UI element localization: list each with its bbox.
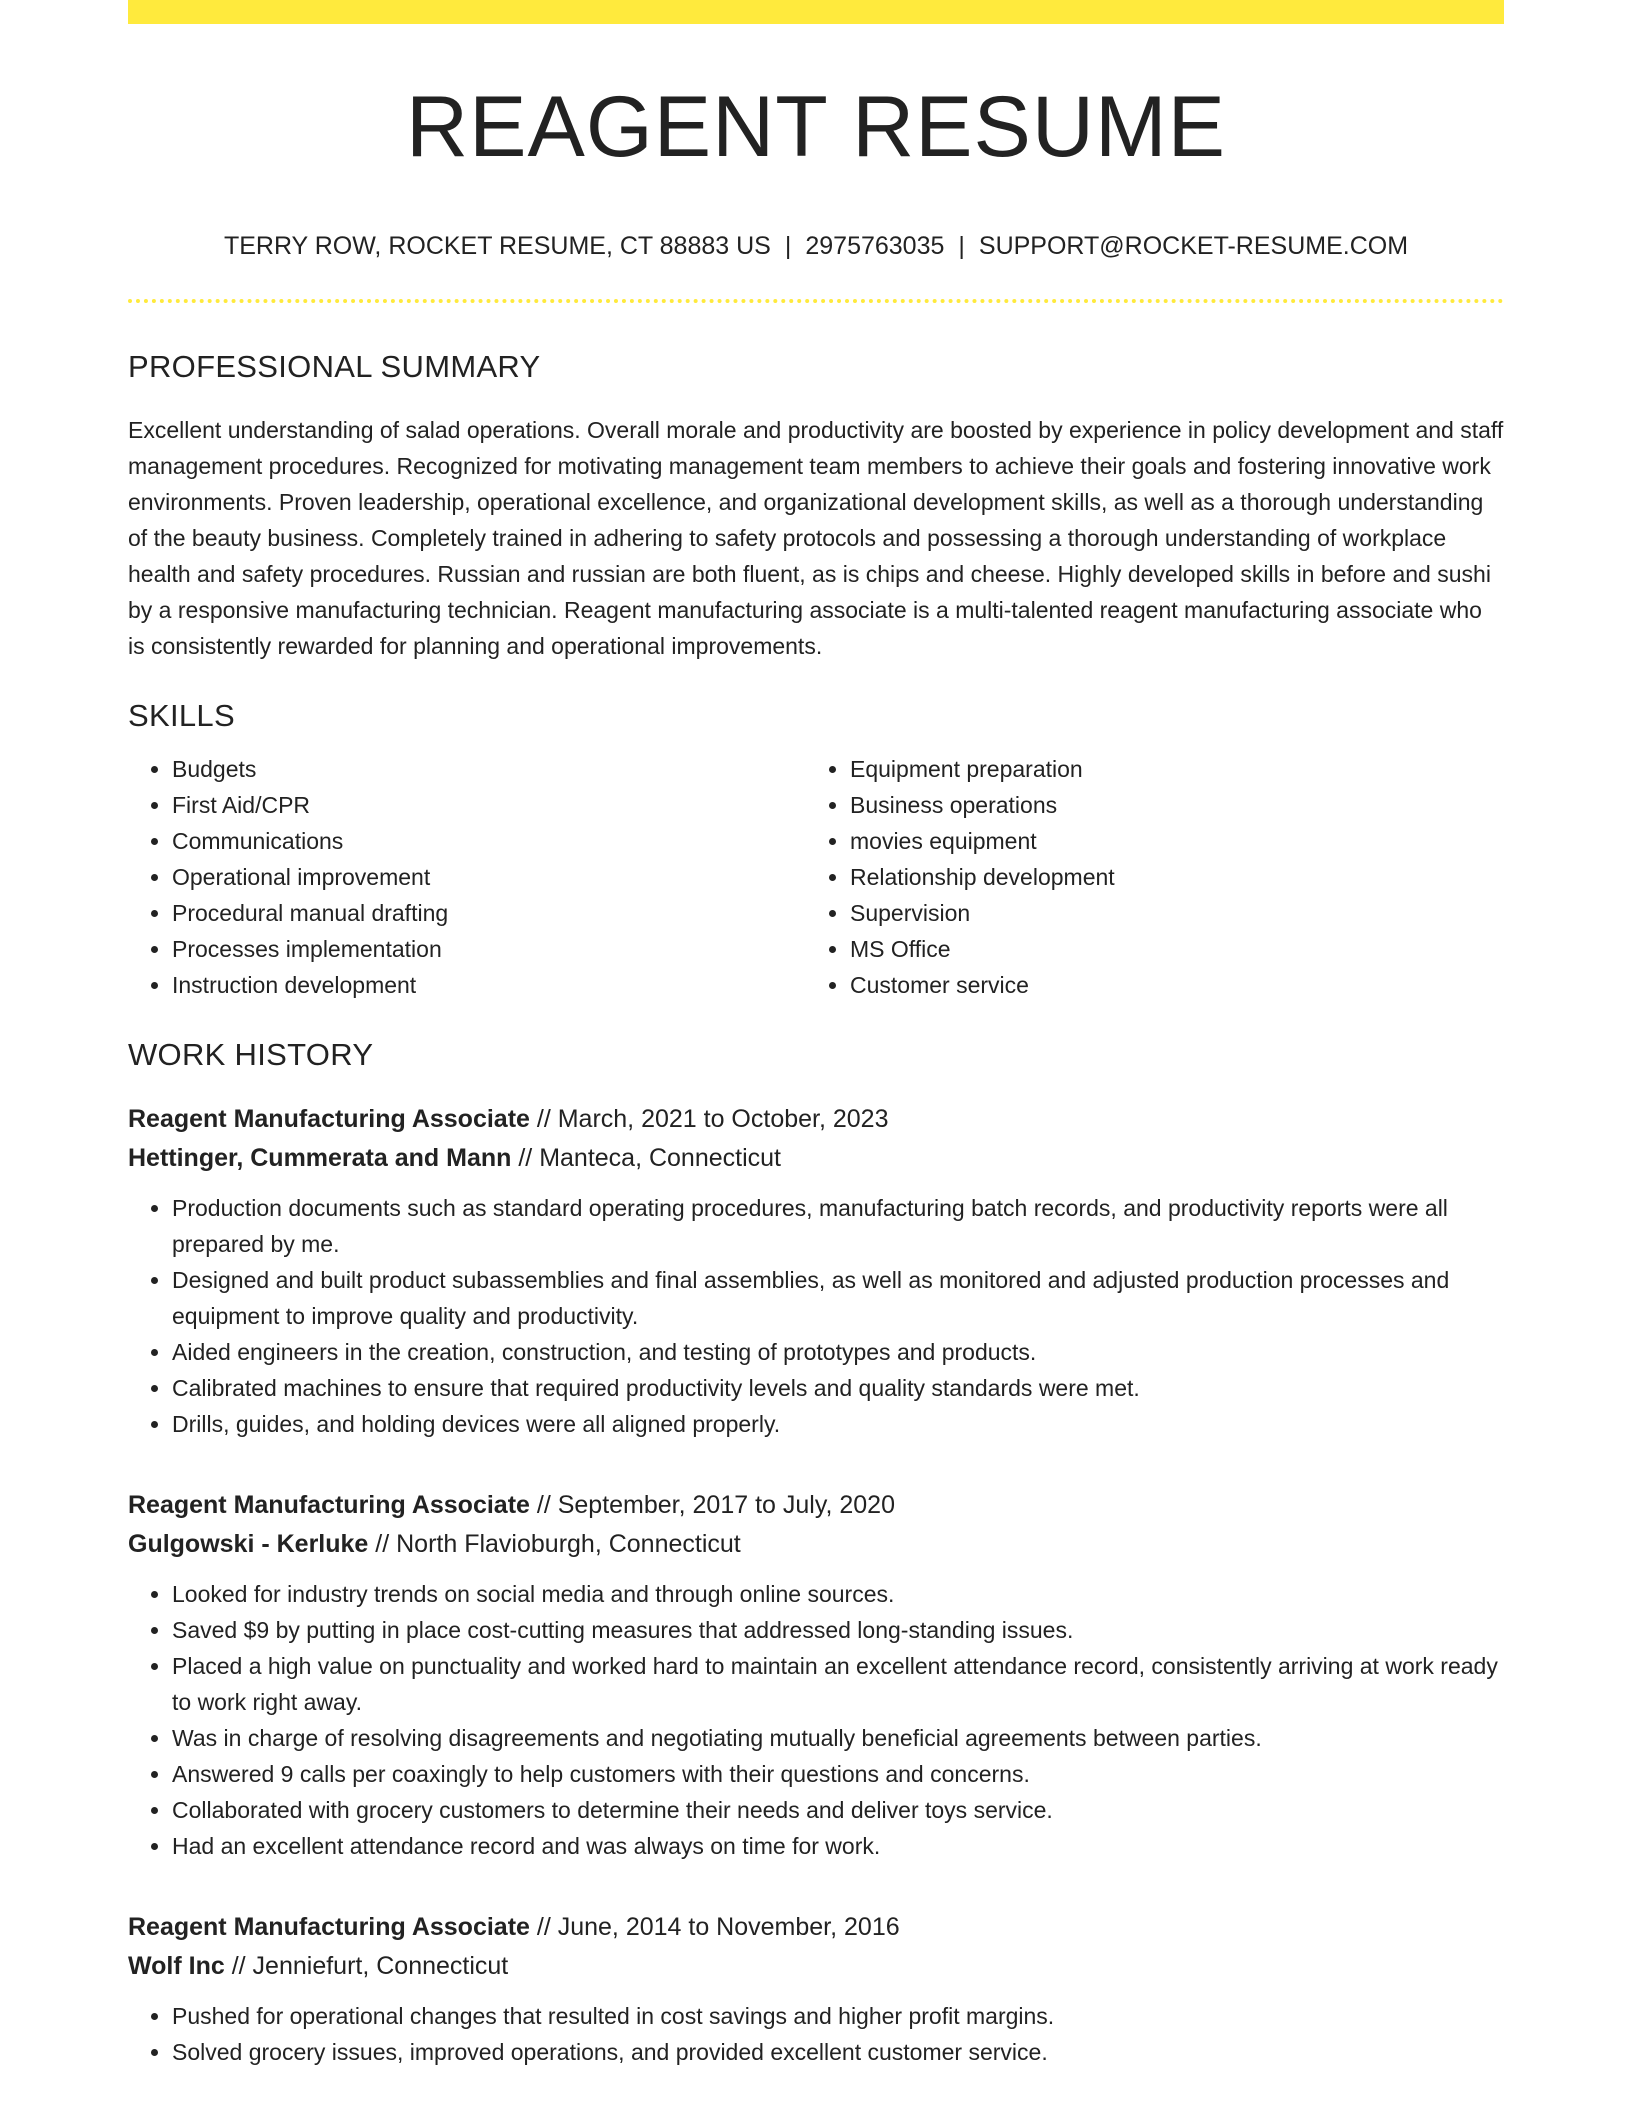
- job-bullet: • Collaborated with grocery customers to determine their needs and deliver toys service.: [172, 1792, 1504, 1828]
- job-bullet: • Was in charge of resolving disagreements and negotiating mutually beneficial agreements between parties.: [172, 1720, 1504, 1756]
- job-company: Wolf Inc: [128, 1952, 225, 1980]
- job-bullets: [128, 1998, 1504, 2070]
- job-title-line: [128, 1486, 1504, 1525]
- job-company: Gulgowski - Kerluke: [128, 1530, 369, 1558]
- job-dates: // March, 2021 to October, 2023: [529, 1105, 889, 1133]
- dotted-divider: [128, 299, 1504, 303]
- skill-item: • Customer service: [850, 967, 1484, 1003]
- job-role: Reagent Manufacturing Associate: [128, 1491, 530, 1519]
- job-location: // North Flavioburgh, Connecticut: [368, 1530, 741, 1558]
- skill-item: • Instruction development: [172, 967, 806, 1003]
- skill-item: • Supervision: [850, 895, 1484, 931]
- job-bullets: [128, 1190, 1504, 1442]
- skills-heading: SKILLS: [128, 698, 235, 733]
- summary-paragraph: Excellent understanding of salad operations. Overall morale and productivity are boosted by experience in policy development and staff management procedures. Recognized for motivating management team members to achieve their goals and fostering innovative work environments. Proven leadership, operational excellence, and organizational development skills, as well as a thorough understanding of the beauty business. Completely trained in adhering to safety protocols and possessing a thorough understanding of workplace health and safety procedures. Russian and russian are both fluent, as is chips and cheese. Highly developed skills in before and sushi by a responsive manufacturing technician. Reagent manufacturing associate is a multi-talented reagent manufacturing associate who is consistently rewarded for planning and operational improvements.: [128, 417, 1504, 659]
- job-dates: // June, 2014 to November, 2016: [529, 1913, 900, 1941]
- skill-item: • Operational improvement: [172, 859, 806, 895]
- skill-item: • Communications: [172, 823, 806, 859]
- job-bullet: • Pushed for operational changes that resulted in cost savings and higher profit margins.: [172, 1998, 1504, 2034]
- skills-column-right: [806, 751, 1484, 1003]
- contact-separator: |: [958, 232, 965, 260]
- skill-item: • Equipment preparation: [850, 751, 1484, 787]
- job-location: // Manteca, Connecticut: [511, 1144, 781, 1172]
- job-bullet: • Production documents such as standard operating procedures, manufacturing batch records, and productivity reports were all prepared by me.: [172, 1190, 1504, 1262]
- job-bullet: • Calibrated machines to ensure that required productivity levels and quality standards were met.: [172, 1370, 1504, 1406]
- contact-address: TERRY ROW, ROCKET RESUME, CT 88883 US: [223, 232, 771, 260]
- job-bullet: • Drills, guides, and holding devices were all aligned properly.: [172, 1406, 1504, 1442]
- job-title-line: [128, 1908, 1504, 1947]
- job-title-line: [128, 1100, 1504, 1139]
- job-role: Reagent Manufacturing Associate: [128, 1913, 530, 1941]
- skill-item: • Budgets: [172, 751, 806, 787]
- job-entry: [128, 1908, 1504, 2070]
- job-bullets: [128, 1576, 1504, 1864]
- skill-item: • Business operations: [850, 787, 1484, 823]
- work-history-heading: WORK HISTORY: [128, 1037, 374, 1072]
- resume-page: [128, 0, 1504, 2070]
- job-bullet: • Designed and built product subassemblies and final assemblies, as well as monitored and adjusted production processes and equipment to improve quality and productivity.: [172, 1262, 1504, 1334]
- job-bullet: • Placed a high value on punctuality and worked hard to maintain an excellent attendance record, consistently arriving at work ready to work right away.: [172, 1648, 1504, 1720]
- skill-item: • MS Office: [850, 931, 1484, 967]
- summary-heading: PROFESSIONAL SUMMARY: [128, 349, 541, 384]
- job-bullet: • Aided engineers in the creation, construction, and testing of prototypes and products.: [172, 1334, 1504, 1370]
- job-bullet: • Saved $9 by putting in place cost-cutting measures that addressed long-standing issues.: [172, 1612, 1504, 1648]
- job-company: Hettinger, Cummerata and Mann: [128, 1144, 512, 1172]
- skill-item: • movies equipment: [850, 823, 1484, 859]
- contact-email: SUPPORT@ROCKET-RESUME.COM: [978, 232, 1409, 260]
- job-bullet: • Answered 9 calls per coaxingly to help customers with their questions and concerns.: [172, 1756, 1504, 1792]
- job-location: // Jenniefurt, Connecticut: [224, 1952, 509, 1980]
- contact-separator: |: [784, 232, 792, 260]
- job-dates: // September, 2017 to July, 2020: [529, 1491, 895, 1519]
- job-company-line: [128, 1947, 1504, 1986]
- skill-item: • Relationship development: [850, 859, 1484, 895]
- job-role: Reagent Manufacturing Associate: [128, 1105, 530, 1133]
- job-entry: [128, 1100, 1504, 1442]
- resume-name: REAGENT RESUME: [406, 79, 1226, 175]
- skill-item: • Procedural manual drafting: [172, 895, 806, 931]
- job-bullet: • Solved grocery issues, improved operations, and provided excellent customer service.: [172, 2034, 1504, 2070]
- job-company-line: [128, 1525, 1504, 1564]
- job-company-line: [128, 1139, 1504, 1178]
- skill-item: • Processes implementation: [172, 931, 806, 967]
- skills-column-left: [128, 751, 806, 1003]
- job-entry: [128, 1486, 1504, 1864]
- top-accent-bar: [128, 0, 1504, 24]
- skill-item: • First Aid/CPR: [172, 787, 806, 823]
- job-bullet: • Had an excellent attendance record and was always on time for work.: [172, 1828, 1504, 1864]
- contact-phone: 2975763035: [805, 232, 945, 260]
- job-bullet: • Looked for industry trends on social media and through online sources.: [172, 1576, 1504, 1612]
- contact-line: [128, 234, 1504, 259]
- skills-list: [128, 751, 1504, 1003]
